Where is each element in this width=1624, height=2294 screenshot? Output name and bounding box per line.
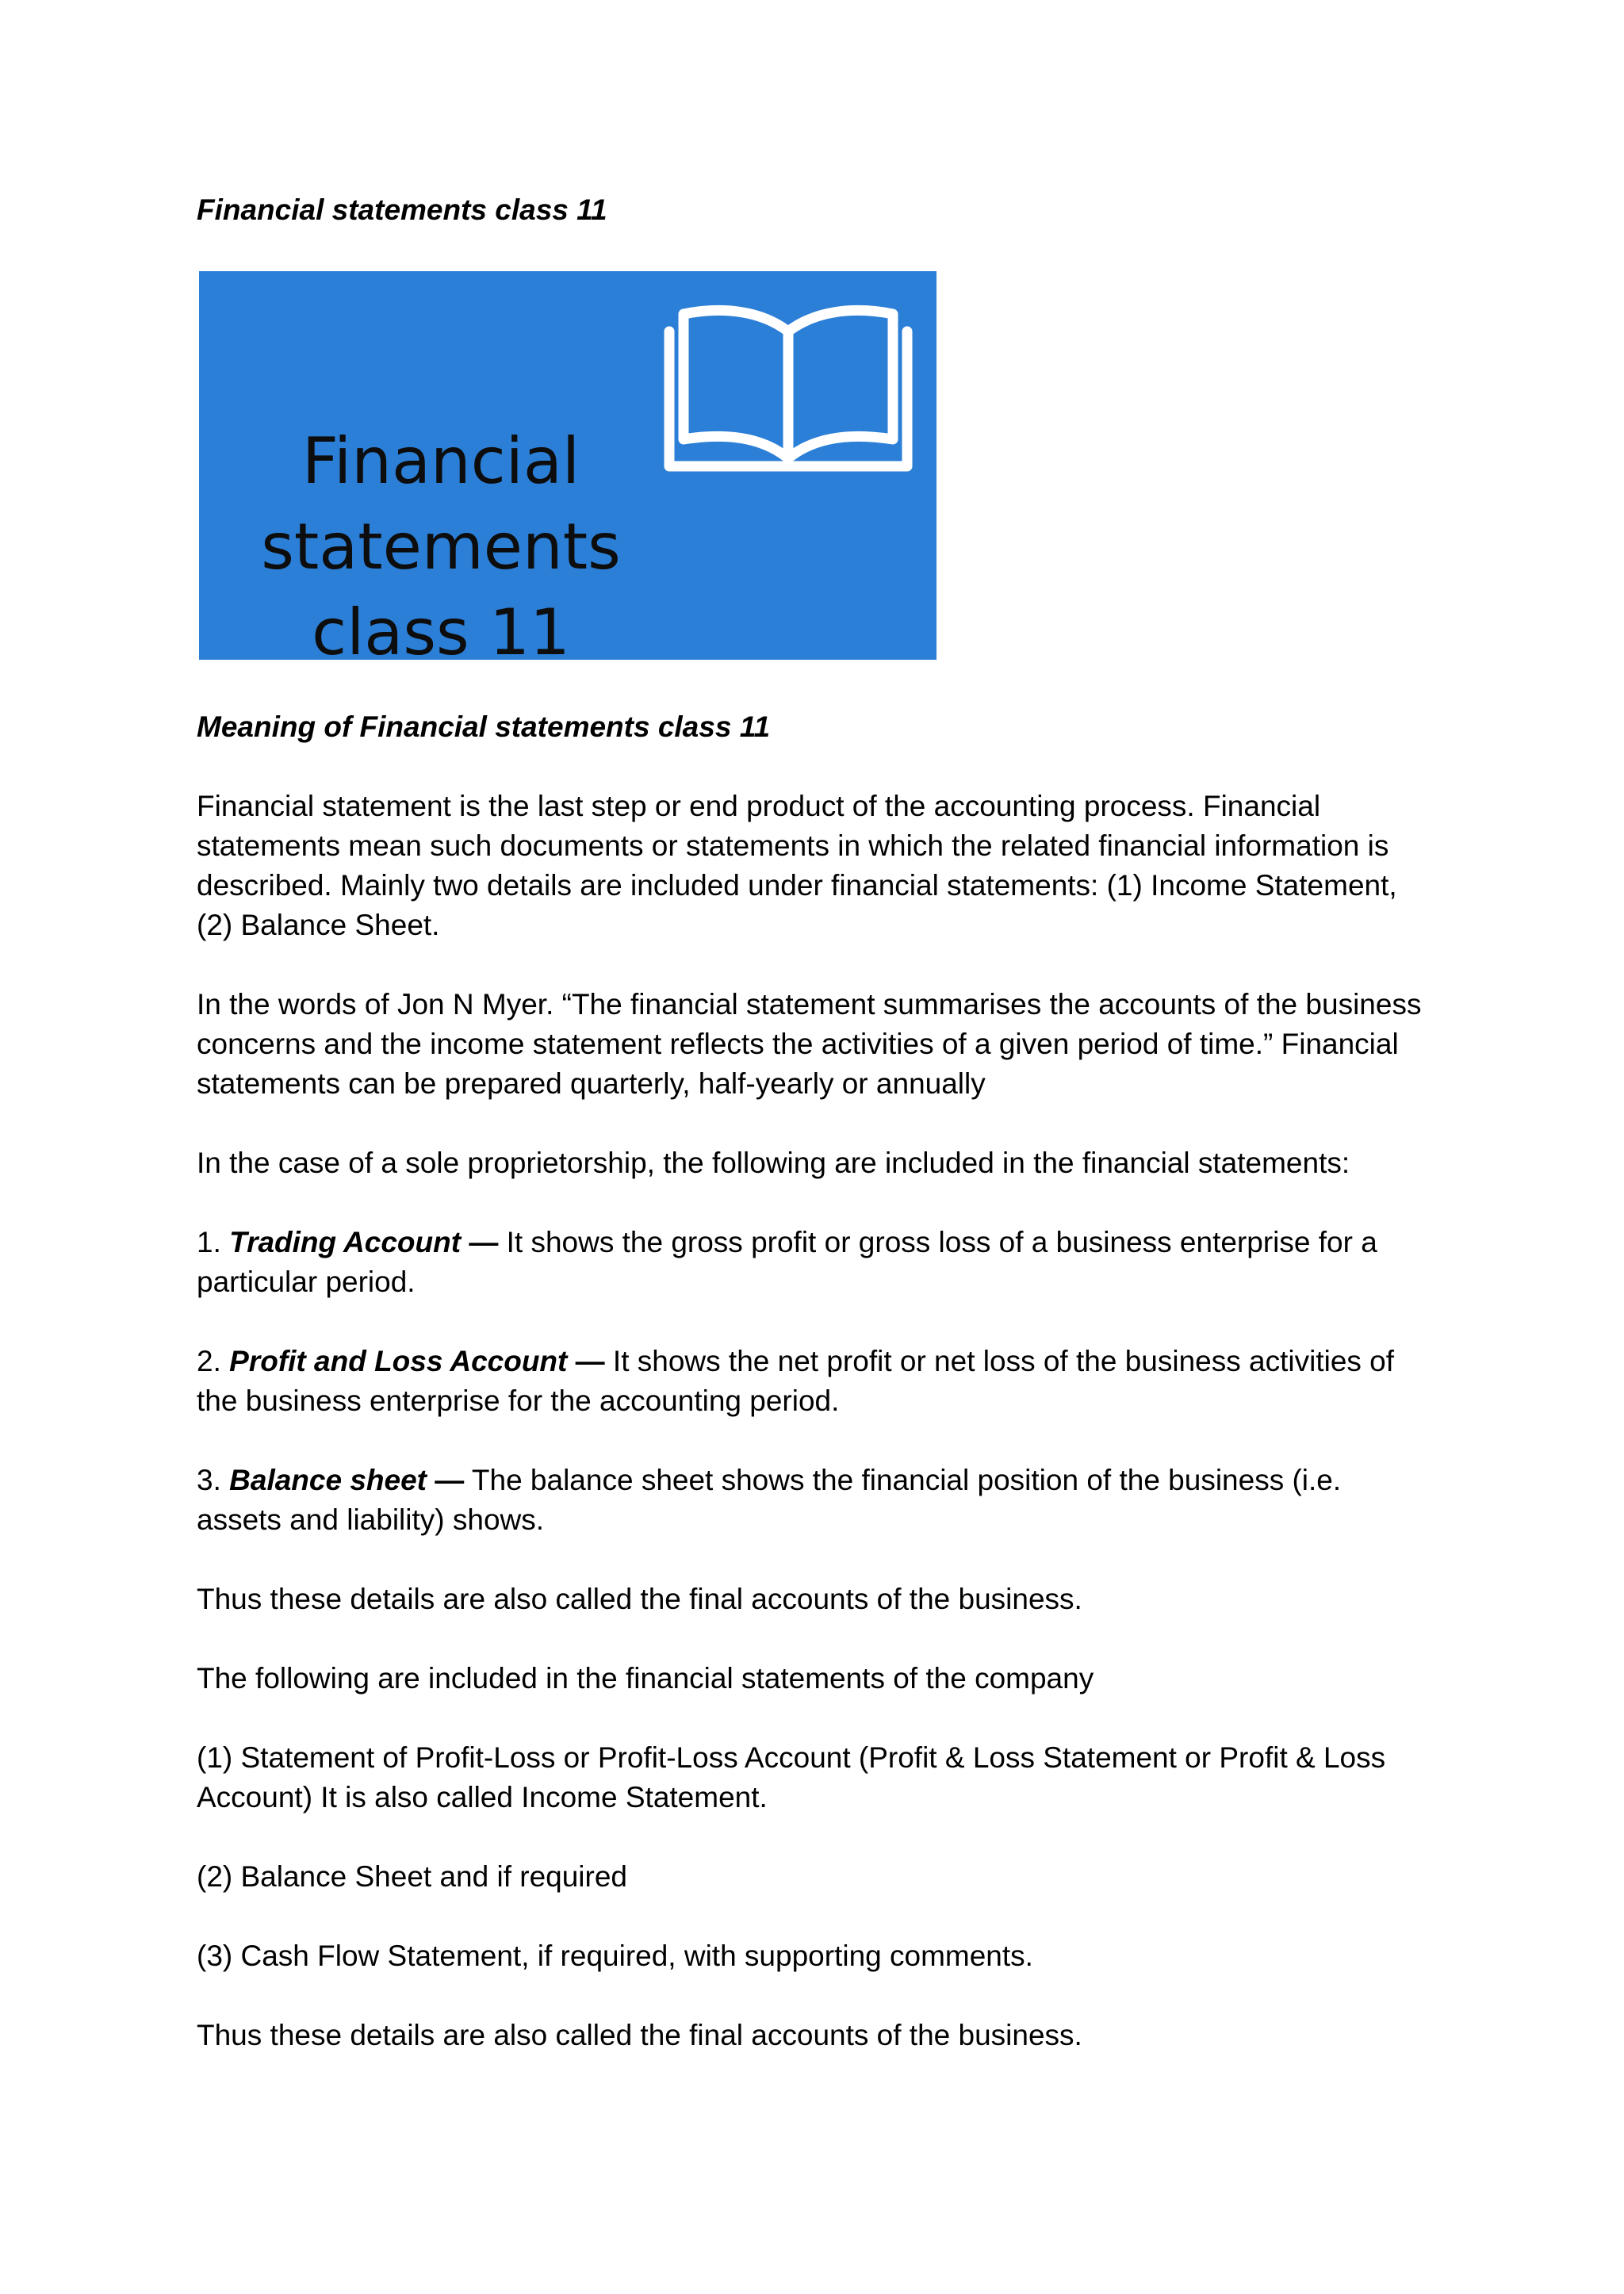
paragraph-definition: Financial statement is the last step or end product of the accounting process. Financial statements mean such documents or statements in which the related financial information is described. Mainly two details are included under financial statements: (1) Income Statement, (2) Balance Sheet. xyxy=(197,790,1397,941)
list-item-dash: — xyxy=(567,1345,605,1377)
paragraph-sole-proprietorship: In the case of a sole proprietorship, the following are included in the financial statements: xyxy=(197,1147,1350,1179)
title-banner-image xyxy=(199,271,936,669)
paragraph-quote: In the words of Jon N Myer. “The financial statement summarises the accounts of the business concerns and the income statement reflects the activities of a given period of time.” Financial statements can be prepared quarterly, half-yearly or annually xyxy=(197,988,1422,1100)
list-item-dash: — xyxy=(461,1226,499,1258)
paragraph-item-cash-flow: (3) Cash Flow Statement, if required, with supporting comments. xyxy=(197,1940,1033,1972)
paragraph-company-intro: The following are included in the financial statements of the company xyxy=(197,1662,1094,1695)
list-item-balance-sheet xyxy=(197,1461,1434,1540)
paragraph-final-accounts: Thus these details are also called the final accounts of the business. xyxy=(197,1583,1082,1615)
list-item-number: 1. xyxy=(197,1226,230,1258)
banner-text: Financial statements class 11 xyxy=(261,424,621,669)
list-item-term: Trading Account xyxy=(229,1226,462,1258)
list-item-profit-loss-account xyxy=(197,1342,1434,1421)
paragraph-item-balance-sheet: (2) Balance Sheet and if required xyxy=(197,1860,628,1893)
open-book-icon xyxy=(655,290,921,481)
list-item-number: 2. xyxy=(197,1345,230,1377)
list-item-description: It shows the gross profit or gross loss of a business enterprise for a particular period. xyxy=(197,1226,1377,1298)
list-item-term: Balance sheet xyxy=(229,1464,427,1496)
list-item-description: It shows the net profit or net loss of the business activities of the business enterprise for the accounting period. xyxy=(197,1345,1395,1417)
section-heading: Meaning of Financial statements class 11 xyxy=(197,710,771,743)
paragraph-item-income-statement: (1) Statement of Profit-Loss or Profit-Loss Account (Profit & Loss Statement or Profit & Loss Account) It is also called Income Statement. xyxy=(197,1741,1386,1813)
document-page xyxy=(197,190,1434,2055)
list-item-description: The balance sheet shows the financial position of the business (i.e. assets and liability) shows. xyxy=(197,1464,1342,1536)
document-title: Financial statements class 11 xyxy=(197,193,607,226)
list-item-number: 3. xyxy=(197,1464,230,1496)
list-item-trading-account xyxy=(197,1223,1434,1302)
list-item-term: Profit and Loss Account xyxy=(229,1345,568,1377)
paragraph-final-accounts-repeat: Thus these details are also called the final accounts of the business. xyxy=(197,2019,1082,2051)
list-item-dash: — xyxy=(427,1464,465,1496)
